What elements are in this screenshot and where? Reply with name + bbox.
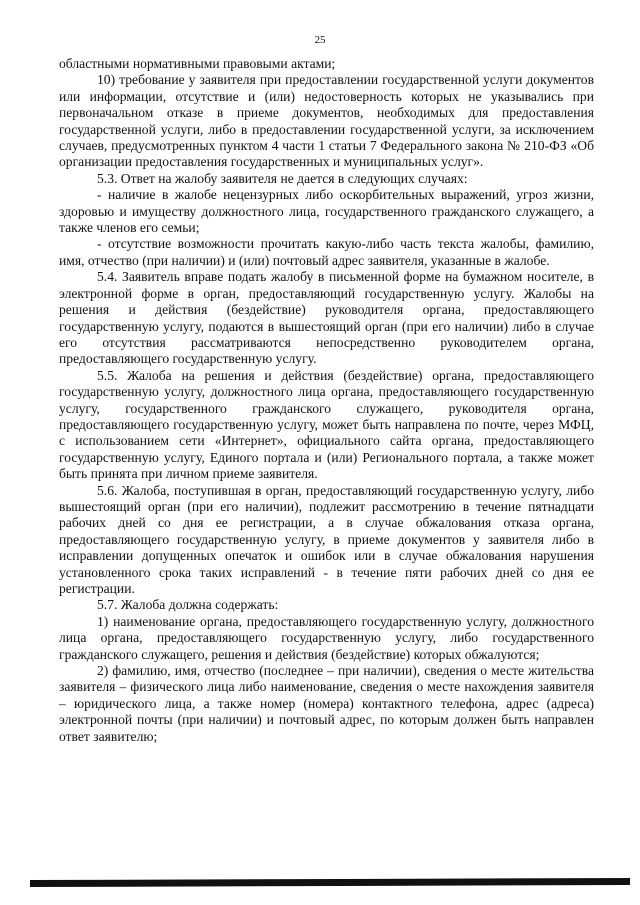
document-body bbox=[59, 56, 594, 745]
list-item-unreadable-text: - отсутствие возможности прочитать какую-либо часть текста жалобы, фамилию, имя, отчество (при наличии) и (или) почтовый адрес заявителя, указанные в жалобе. bbox=[59, 236, 594, 268]
paragraph-5-3: 5.3. Ответ на жалобу заявителя не дается в следующих случаях: bbox=[97, 170, 468, 186]
list-item-1: 1) наименование органа, предоставляющего государственную услугу, должностного лица органа, предоставляющего государственную услугу, либо государственного гражданского служащего, решения и действия (бездействие) которых обжалуются; bbox=[59, 613, 594, 662]
list-item-obscene-language: - наличие в жалобе нецензурных либо оскорбительных выражений, угроз жизни, здоровью и имуществу должностного лица, государственного гражданского служащего, а также членов его семьи; bbox=[59, 187, 594, 236]
paragraph-5-5: 5.5. Жалоба на решения и действия (бездействие) органа, предоставляющего государственную услугу, должностного лица органа, предоставляющего государственную услугу, государственного гражданского служащего, руководителя органа, предоставляющего государственную услугу, может быть направлена по почте, через МФЦ, с использованием сети «Интернет», официального сайта органа, предоставляющего государственную услугу, Единого портала и (или) Регионального портала, а также может быть принята при личном приеме заявителя. bbox=[59, 367, 594, 482]
scan-edge-bar bbox=[30, 878, 630, 887]
page-number: 25 bbox=[314, 34, 326, 46]
paragraph-5-4: 5.4. Заявитель вправе подать жалобу в письменной форме на бумажном носителе, в электронной форме в орган, предоставляющий государственную услугу. Жалобы на решения и действия (бездействие) руководителя органа, предоставляющего государственную услугу, подаются в вышестоящий орган (при его наличии) либо в случае его отсутствия рассматриваются непосредственно руководителем органа, предоставляющего государственную услугу. bbox=[59, 269, 594, 367]
paragraph-5-7: 5.7. Жалоба должна содержать: bbox=[97, 597, 279, 613]
paragraph-item-10: 10) требование у заявителя при предоставлении государственной услуги документов или информации, отсутствие и (или) недостоверность которых не указывались при первоначальном отказе в приеме документов, необходимых для предоставления государственной услуги, либо в предоставлении государственной услуги, за исключением случаев, предусмотренных пунктом 4 части 1 статьи 7 Федерального закона № 210-ФЗ «Об организации предоставления государственных и муниципальных услуг». bbox=[59, 72, 594, 170]
paragraph-continuation: областными нормативными правовыми актами; bbox=[59, 56, 336, 71]
list-item-2: 2) фамилию, имя, отчество (последнее – при наличии), сведения о месте жительства заявителя – физического лица либо наименование, сведения о месте нахождения заявителя – юридического лица, а также номер (номера) контактного телефона, адрес (адреса) электронной почты (при наличии) и почтовый адрес, по которым должен быть направлен ответ заявителю; bbox=[59, 663, 594, 744]
paragraph-5-6: 5.6. Жалоба, поступившая в орган, предоставляющий государственную услугу, либо вышестоящий орган (при его наличии), подлежит рассмотрению в течение пятнадцати рабочих дней со дня ее регистрации, а в случае обжалования отказа органа, предоставляющего государственную услугу, в приеме документов у заявителя либо в исправлении допущенных опечаток и ошибок или в случае обжалования нарушения установленного срока таких исправлений - в течение пяти рабочих дней со дня ее регистрации. bbox=[59, 482, 594, 596]
